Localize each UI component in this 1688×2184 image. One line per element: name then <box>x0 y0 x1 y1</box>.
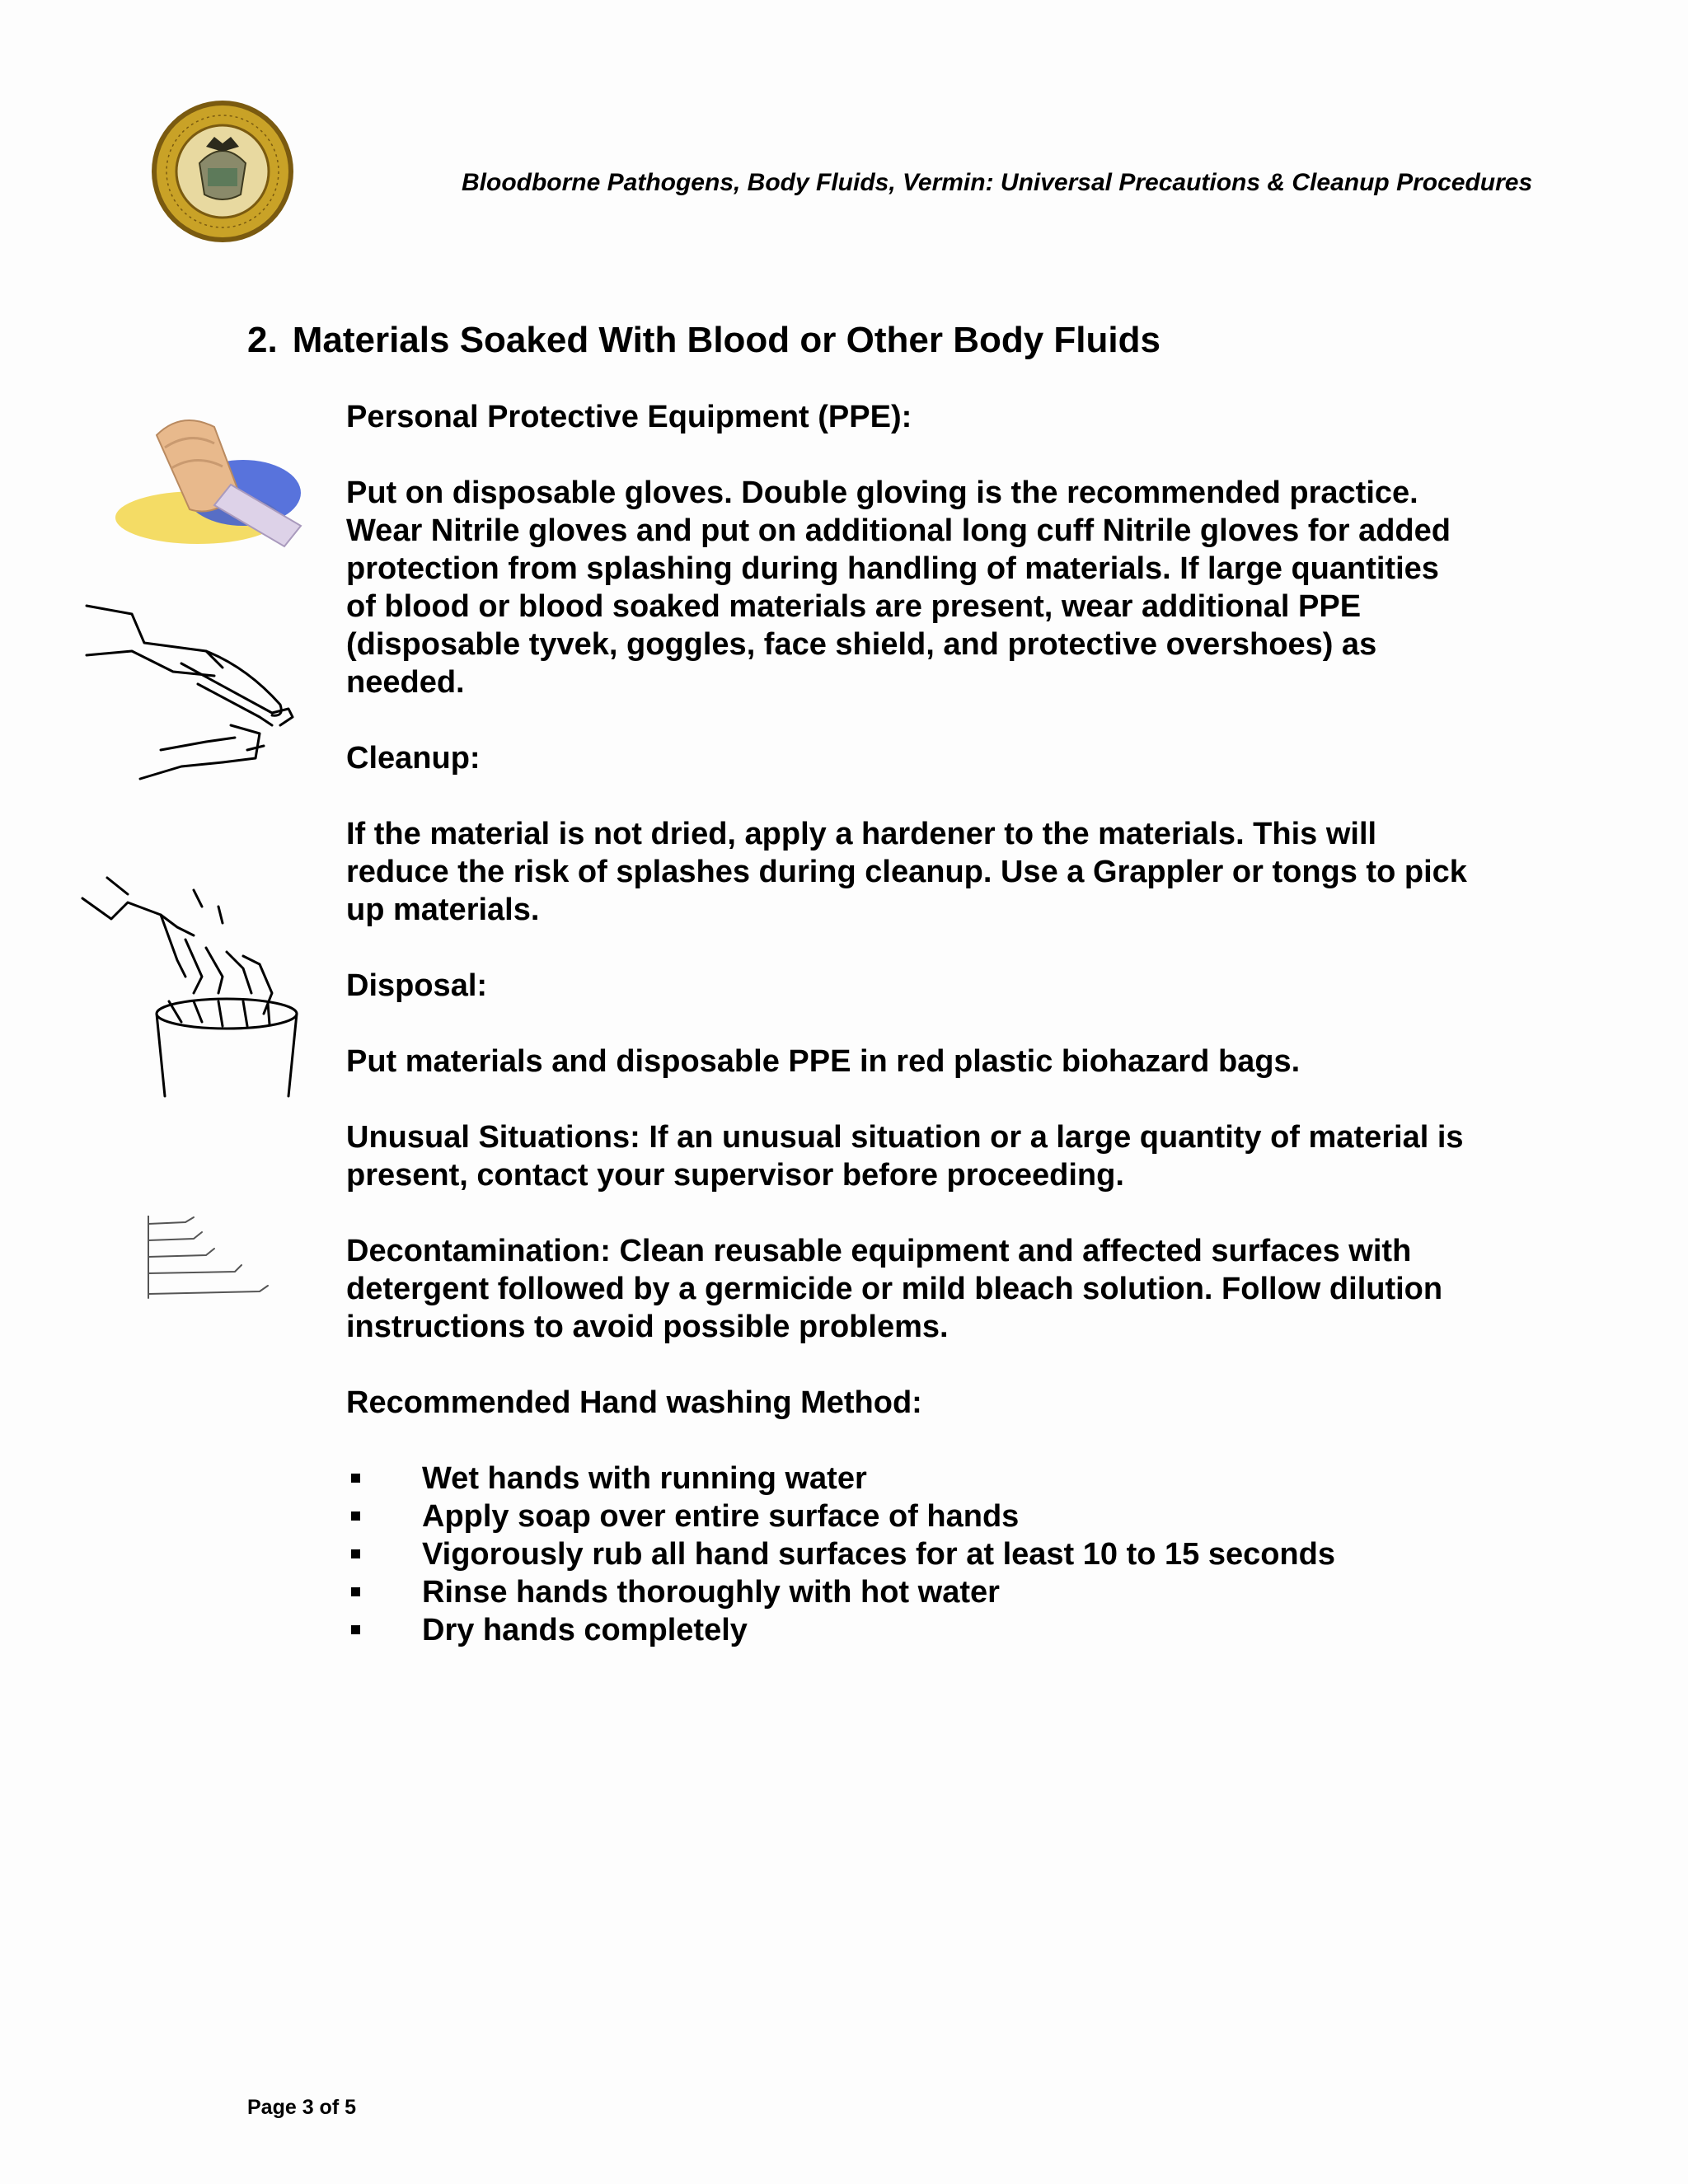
list-item: Wet hands with running water <box>346 1460 1467 1497</box>
section-heading <box>247 320 1160 361</box>
grappler-tongs-icon <box>144 1216 276 1315</box>
bullet-square-icon <box>351 1587 360 1596</box>
section-title: Materials Soaked With Blood or Other Body Fluids <box>292 320 1160 360</box>
section-number: 2. <box>247 320 278 360</box>
glove-disposal-icon <box>78 869 317 1100</box>
list-item: Rinse hands thoroughly with hot water <box>346 1573 1467 1611</box>
bullet-square-icon <box>351 1549 360 1558</box>
list-item: Vigorously rub all hand surfaces for at least 10 to 15 seconds <box>346 1535 1467 1573</box>
cleanup-heading: Cleanup: <box>346 741 481 776</box>
cleanup-paragraph: If the material is not dried, apply a hardener to the materials. This will reduce the risk of splashes during cleanup. Use a Grappler or tongs to pick up materials. <box>346 817 1467 927</box>
handwash-heading: Recommended Hand washing Method: <box>346 1385 922 1420</box>
bullet-square-icon <box>351 1511 360 1521</box>
bullet-square-icon <box>351 1474 360 1483</box>
glove-removal-icon <box>82 593 321 791</box>
page-number: Page 3 of 5 <box>247 2096 356 2119</box>
ppe-paragraph: Put on disposable gloves. Double gloving is the recommended practice. Wear Nitrile gloves and put on additional long cuff Nitrile gloves for added protection from splashing during handling of materials. If large quantities of blood or blood soaked materials are present, wear additional PPE (disposable tyvek, goggles, face shield, and protective overshoes) as needed. <box>346 476 1451 700</box>
absorbent-roll-icon <box>107 402 330 559</box>
city-seal-icon <box>148 97 297 246</box>
list-item: Dry hands completely <box>346 1611 1467 1649</box>
disposal-heading: Disposal: <box>346 968 488 1003</box>
unusual-situations-paragraph: Unusual Situations: If an unusual situation or a large quantity of material is present, contact your supervisor before proceeding. <box>346 1120 1464 1193</box>
decontamination-paragraph: Decontamination: Clean reusable equipment and affected surfaces with detergent followed by a germicide or mild bleach solution. Follow dilution instructions to avoid possible problems. <box>346 1234 1443 1344</box>
handwash-steps-list <box>346 1460 1467 1649</box>
bullet-square-icon <box>351 1625 360 1634</box>
disposal-paragraph: Put materials and disposable PPE in red plastic biohazard bags. <box>346 1044 1301 1079</box>
document-header-title: Bloodborne Pathogens, Body Fluids, Vermin: Universal Precautions & Cleanup Procedures <box>462 169 1533 196</box>
list-item: Apply soap over entire surface of hands <box>346 1497 1467 1535</box>
document-body <box>346 398 1467 1649</box>
ppe-heading: Personal Protective Equipment (PPE): <box>346 400 912 434</box>
